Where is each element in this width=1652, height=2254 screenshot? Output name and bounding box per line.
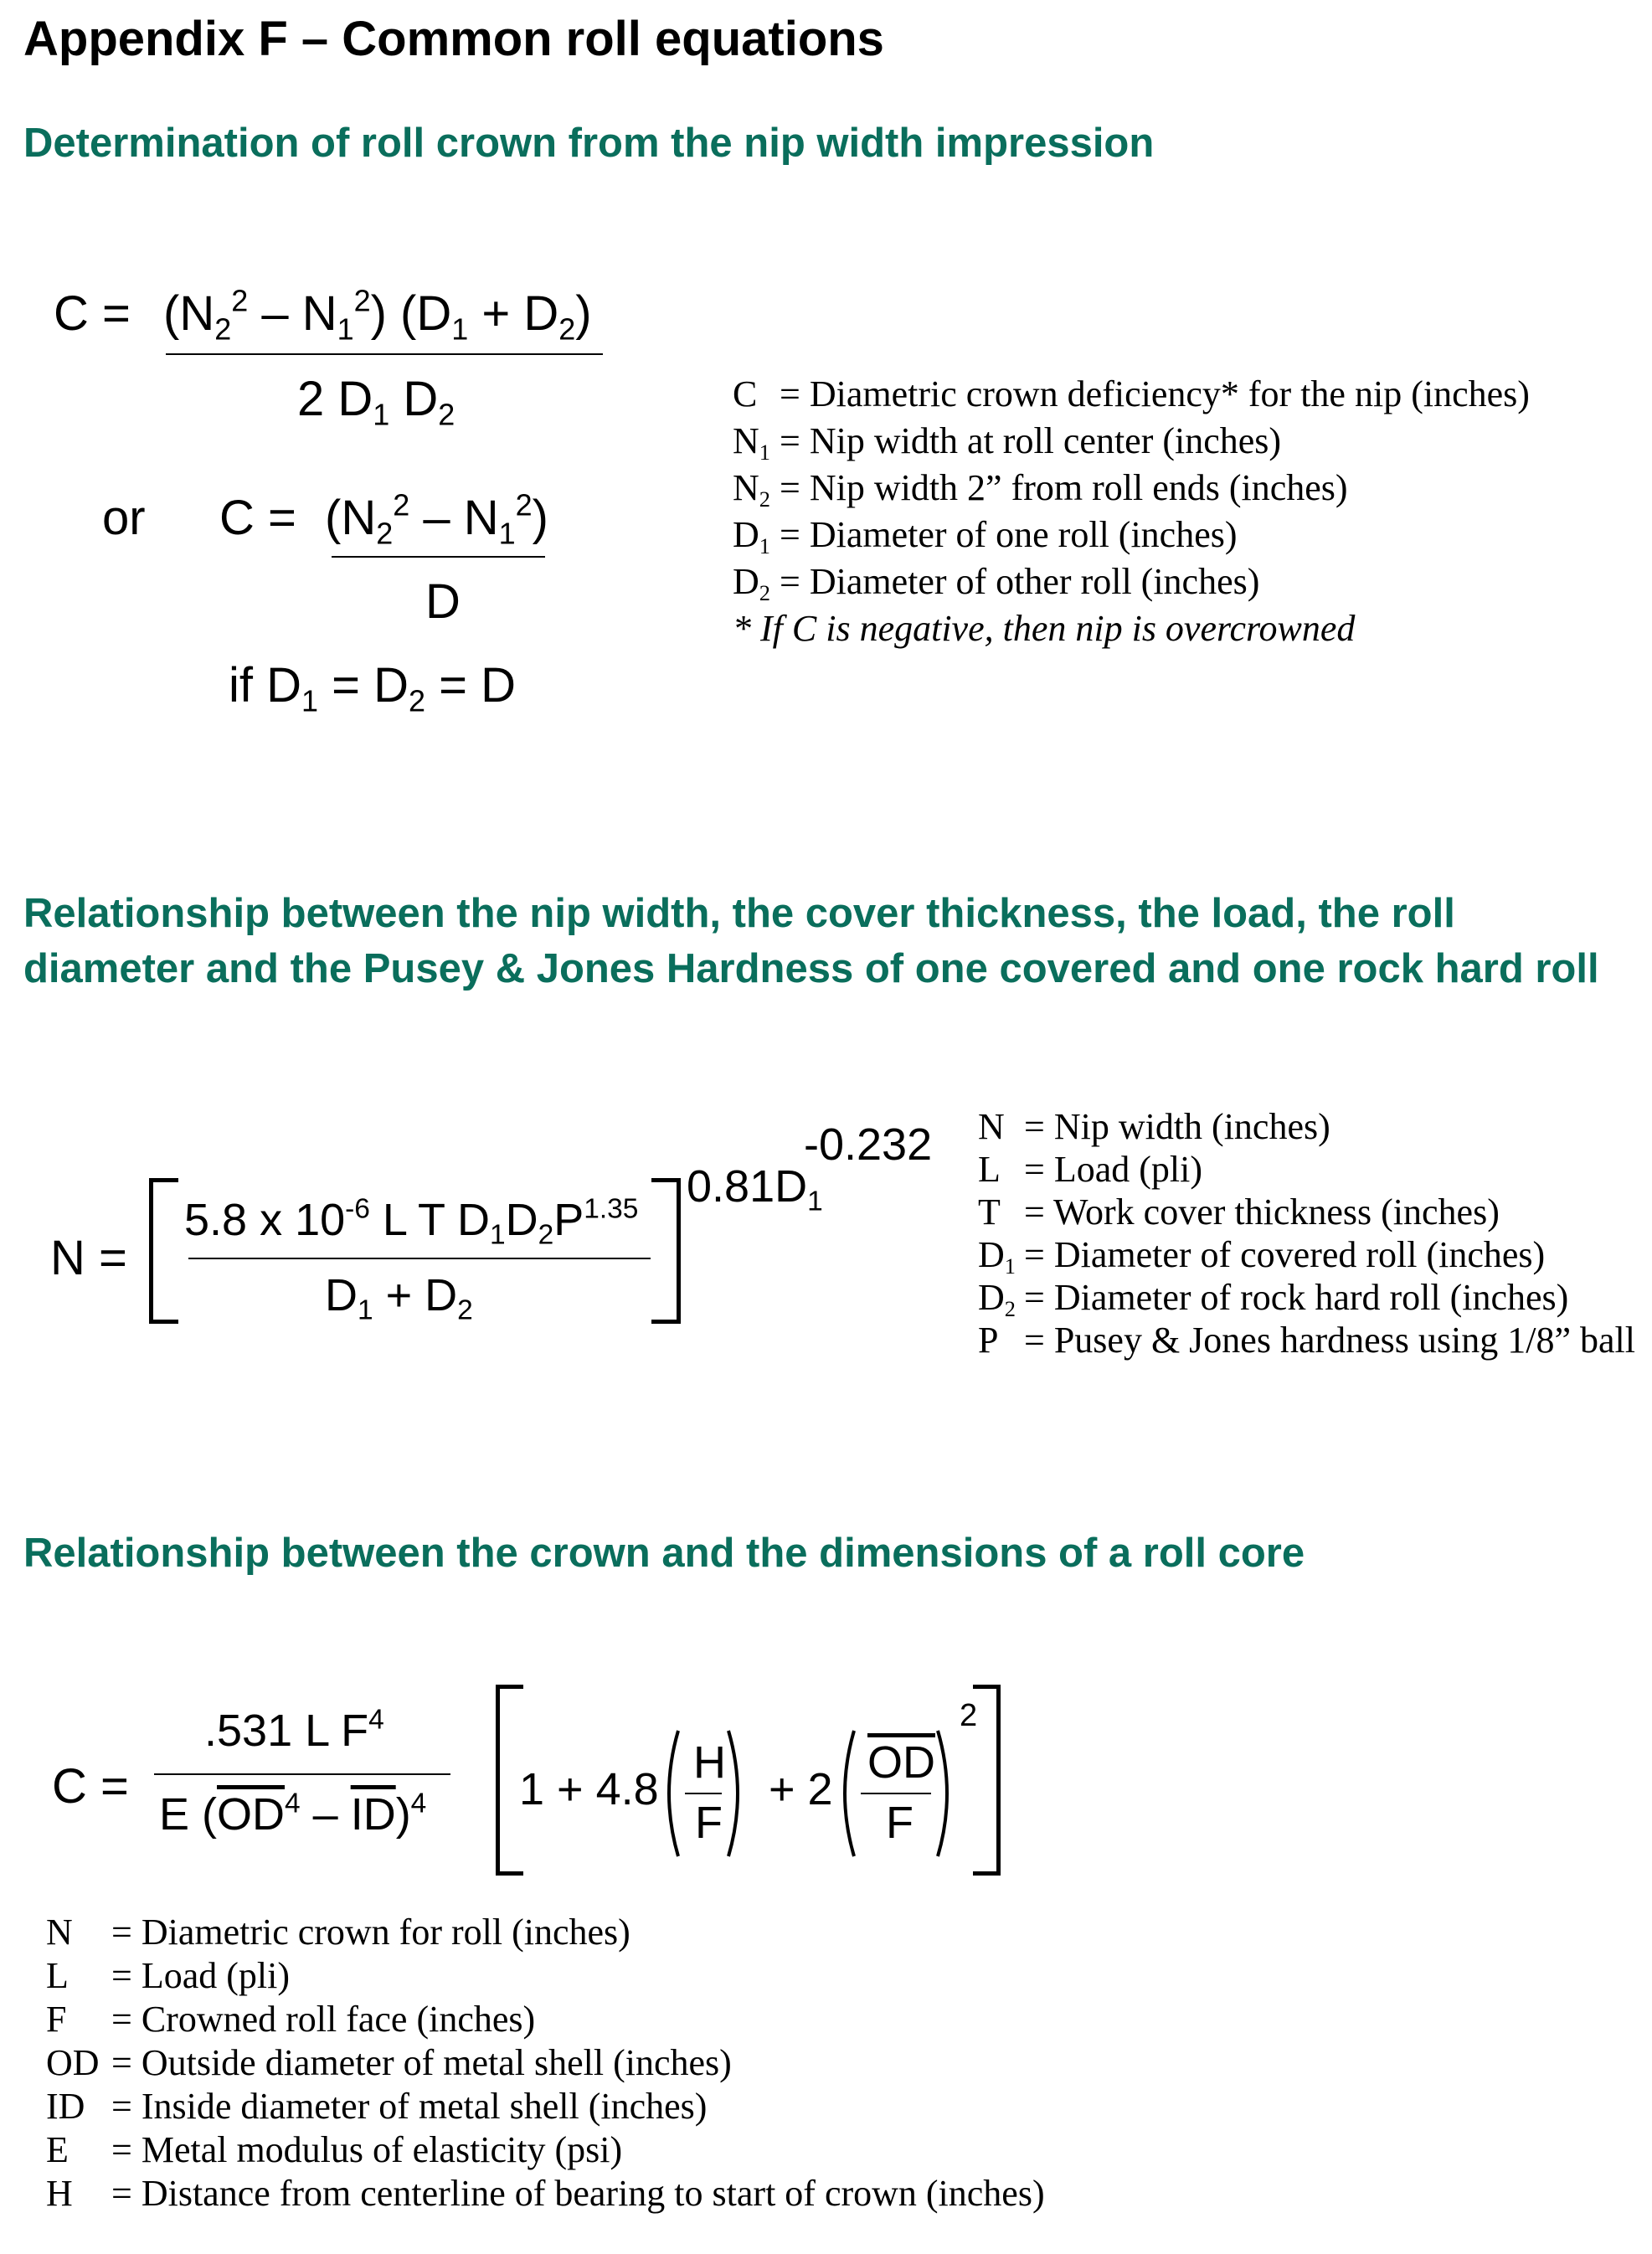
- legend-row: [733, 558, 1530, 605]
- left-paren-icon: [845, 1731, 854, 1856]
- legend-description: = Outside diameter of metal shell (inches): [111, 2042, 732, 2083]
- legend-symbol: E: [46, 2129, 69, 2170]
- legend-description: = Diameter of covered roll (inches): [1024, 1234, 1546, 1275]
- section2-heading: [23, 886, 1599, 996]
- legend-description: = Diametric crown for roll (inches): [111, 1912, 630, 1953]
- legend-description: = Diameter of one roll (inches): [780, 514, 1238, 555]
- legend-description: = Work cover thickness (inches): [1024, 1191, 1500, 1232]
- legend-row: [46, 1998, 1045, 2041]
- eq1-denominator: 2 $D_1$ $D_2$: [297, 372, 455, 432]
- legend-symbol: T: [978, 1191, 1001, 1232]
- legend-row: [978, 1191, 1635, 1233]
- legend-row: [978, 1276, 1635, 1319]
- eq3-lhs: N =: [50, 1231, 127, 1285]
- section1-legend: [733, 371, 1530, 652]
- legend-symbol: C: [733, 373, 758, 414]
- legend-row: [46, 1911, 1045, 1954]
- left-paren-icon: [669, 1731, 678, 1856]
- eq4-term1: 1 + 4.8: [519, 1764, 659, 1814]
- legend-row: [978, 1105, 1635, 1148]
- legend-row: [46, 2128, 1045, 2172]
- legend-symbol: $N_2$: [733, 467, 770, 512]
- legend-row: [46, 2041, 1045, 2085]
- eq4-lhs: C =: [52, 1759, 129, 1814]
- eq4-frac1-denominator: F: [695, 1798, 723, 1848]
- right-paren-icon: [938, 1731, 947, 1856]
- eq4-denominator: E $(\overline{OD}^4 - \overline{ID})^4$: [159, 1788, 427, 1840]
- legend-row: [46, 2172, 1045, 2215]
- legend-description: = Nip width (inches): [1024, 1106, 1330, 1147]
- legend-symbol: F: [46, 1999, 67, 2040]
- legend-row: [978, 1233, 1635, 1279]
- legend-description: = Diameter of other roll (inches): [780, 561, 1260, 602]
- legend-description: = Load (pli): [111, 1955, 290, 1996]
- eq1-fraction-bar: [166, 353, 603, 355]
- legend-description: = Crowned roll face (inches): [111, 1999, 536, 2040]
- section2-legend: [978, 1105, 1635, 1361]
- legend-description: = Distance from centerline of bearing to start of crown (inches): [111, 2173, 1045, 2214]
- eq3-right-bracket: [651, 1178, 681, 1324]
- legend-description: = Load (pli): [1024, 1149, 1202, 1190]
- section1-heading: Determination of roll crown from the nip width impression: [23, 121, 1155, 166]
- legend-row: [978, 1319, 1635, 1361]
- legend-symbol: N: [978, 1106, 1005, 1147]
- eq3-denominator: $D_1 + D_2$: [325, 1270, 473, 1326]
- legend-row: [46, 1954, 1045, 1998]
- legend-symbol: $D_1$: [978, 1234, 1016, 1279]
- eq2-fraction-bar: [332, 556, 545, 558]
- eq4-frac2-numerator: $\overline{OD}$: [867, 1737, 935, 1788]
- section3-legend: [46, 1911, 1045, 2215]
- legend-symbol: L: [978, 1149, 1001, 1190]
- legend-row: [733, 371, 1530, 418]
- eq1-lhs: C =: [54, 286, 131, 341]
- eq2-lhs: C =: [219, 491, 296, 545]
- eq1-numerator: $(N_2^2 - N_1^2) (D_1 + D_2)$: [163, 283, 592, 347]
- right-paren-icon: [728, 1731, 738, 1856]
- section2-heading-line1: Relationship between the nip width, the cover thickness, the load, the roll: [23, 891, 1455, 936]
- eq4-frac1-numerator: H: [693, 1737, 726, 1788]
- legend-symbol: OD: [46, 2042, 100, 2083]
- legend-description: = Nip width at roll center (inches): [780, 420, 1282, 461]
- legend-symbol: N: [46, 1912, 73, 1953]
- legend-symbol: $D_2$: [978, 1277, 1016, 1321]
- legend-description: = Nip width 2” from roll ends (inches): [780, 467, 1348, 508]
- eq4-numerator: .531 L $F^4$: [204, 1704, 384, 1756]
- section3-heading: Relationship between the crown and the dimensions of a roll core: [23, 1531, 1305, 1576]
- legend-note: * If C is negative, then nip is overcrowned: [733, 608, 1356, 649]
- legend-symbol: H: [46, 2173, 73, 2214]
- eq3-fraction-bar: [188, 1258, 651, 1259]
- eq4-right-bracket: [973, 1685, 1001, 1876]
- legend-description: = Inside diameter of metal shell (inches): [111, 2086, 708, 2127]
- legend-symbol: P: [978, 1320, 999, 1361]
- eq4-frac2-denominator: F: [886, 1798, 913, 1848]
- eq4-plus-two: + 2: [769, 1764, 833, 1814]
- eq2-numerator: $(N_2^2 - N_1^2)$: [325, 487, 548, 551]
- eq3-numerator: 5.8 x $10^{-6}$ L T $D_1D_2P^{1.35}$: [184, 1193, 639, 1251]
- eq3-left-bracket: [149, 1178, 178, 1324]
- legend-row: [733, 418, 1530, 465]
- legend-row: [733, 465, 1530, 512]
- legend-description: = Diametric crown deficiency* for the nip (inches): [780, 373, 1530, 414]
- eq2-condition: if $D_1 = D_2 = D$: [229, 658, 516, 718]
- legend-row: [46, 2085, 1045, 2128]
- legend-description: = Metal modulus of elasticity (psi): [111, 2129, 623, 2170]
- eq4-fraction-bar: [154, 1773, 450, 1775]
- legend-description: = Pusey & Jones hardness using 1/8” ball: [1024, 1320, 1635, 1361]
- eq3-outer-exponent: $0.81D_1$: [687, 1161, 823, 1217]
- legend-row: [733, 512, 1530, 558]
- legend-symbol: $N_1$: [733, 420, 770, 465]
- legend-row: [978, 1148, 1635, 1191]
- legend-symbol: ID: [46, 2086, 85, 2127]
- legend-description: = Diameter of rock hard roll (inches): [1024, 1277, 1569, 1318]
- legend-symbol: $D_1$: [733, 514, 770, 558]
- eq2-denominator: D: [425, 574, 461, 629]
- eq3-outer-exponent-power: -0.232: [804, 1119, 933, 1170]
- or-label: or: [102, 491, 146, 545]
- legend-symbol: L: [46, 1955, 69, 1996]
- eq4-square-exponent: 2: [960, 1698, 978, 1733]
- section2-heading-line2: diameter and the Pusey & Jones Hardness of one covered and one rock hard roll: [23, 946, 1599, 991]
- legend-symbol: $D_2$: [733, 561, 770, 605]
- page-title: Appendix F – Common roll equations: [23, 12, 884, 66]
